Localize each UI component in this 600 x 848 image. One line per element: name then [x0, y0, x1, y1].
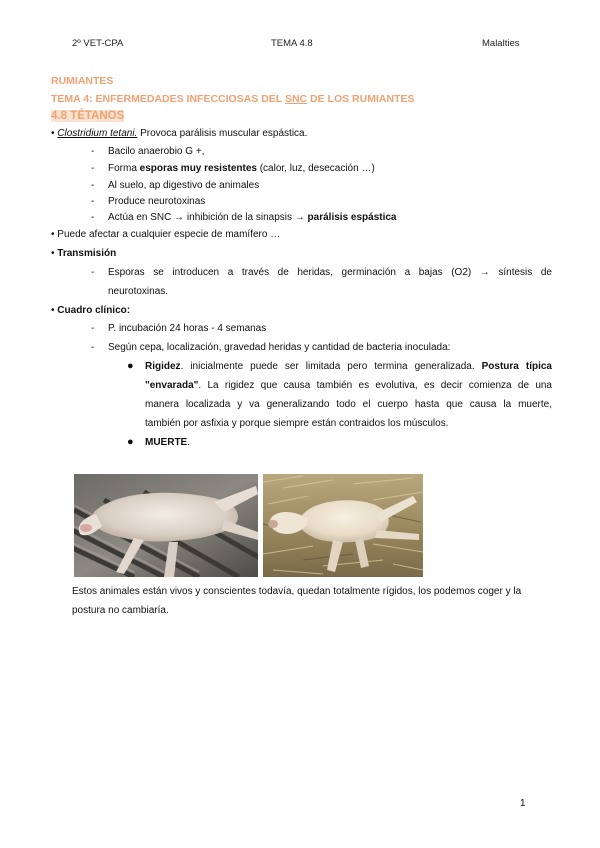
- photo-caption: Estos animales están vivos y conscientes todavía, quedan totalmente rígidos, los podemos coger y la postura no cambiaría.: [72, 586, 522, 616]
- muerte-line: MUERTE.: [145, 437, 191, 448]
- bullet-dot: ●: [127, 360, 134, 372]
- rigidez-line-3: manera localizada y va generalizando todo el cuerpo hasta que causa la muerte,: [145, 399, 552, 410]
- transmission-heading: • Transmisión: [51, 248, 117, 259]
- rigidez-line-2: "envarada". La rigidez que causa también es evolutiva, es decir comienza de una: [145, 380, 552, 391]
- intro-item-5: Actúa en SNC → inhibición de la sinapsis → parálisis espástica: [108, 212, 397, 223]
- header-subject: Malalties: [482, 38, 520, 49]
- intro-item-1: Bacilo anaerobio G +,: [108, 146, 205, 157]
- dash: -: [91, 146, 95, 157]
- dash: -: [91, 180, 95, 191]
- species-line: • Puede afectar a cualquier especie de mamífero …: [51, 229, 281, 240]
- dash: -: [91, 342, 95, 353]
- depends-text: Según cepa, localización, gravedad heridas y cantidad de bacteria inoculada:: [108, 342, 451, 353]
- intro-item-3: Al suelo, ap digestivo de animales: [108, 180, 260, 191]
- dash: -: [91, 196, 95, 207]
- header-course: 2º VET-CPA: [72, 38, 124, 49]
- transmission-text-1: Esporas se introducen a través de heridas, germinación a bajas (O2) → síntesis de: [108, 267, 552, 278]
- agent-name: Clostridium tetani.: [57, 128, 138, 139]
- section-subtitle: 4.8 TÉTANOS: [51, 110, 125, 122]
- section-area: RUMIANTES: [51, 75, 114, 87]
- incubation-text: P. incubación 24 horas - 4 semanas: [108, 323, 267, 334]
- intro-item-2: Forma esporas muy resistentes (calor, luz, desecación …): [108, 163, 375, 174]
- rigidez-line-4: también por asfixia y porque siempre están contraidos los músculos.: [145, 418, 449, 429]
- dash: -: [91, 163, 95, 174]
- clinical-heading: • Cuadro clínico:: [51, 305, 131, 316]
- rigidez-line-1: Rigidez. inicialmente puede ser limitada pero termina generalizada. Postura típica: [145, 361, 552, 372]
- bullet-dot: ●: [127, 436, 134, 448]
- dash: -: [91, 267, 95, 278]
- section-theme: TEMA 4: ENFERMEDADES INFECCIOSAS DEL SNC DE LOS RUMIANTES: [51, 93, 415, 105]
- lamb-photo-grate: [74, 474, 258, 577]
- dash: -: [91, 323, 95, 334]
- header-topic: TEMA 4.8: [271, 38, 313, 49]
- transmission-text-2: neurotoxinas.: [108, 286, 169, 297]
- page-number: 1: [520, 798, 526, 809]
- dash: -: [91, 212, 95, 223]
- intro-line: • Clostridium tetani. Provoca parálisis muscular espástica.: [51, 128, 308, 139]
- calf-photo-straw: [263, 474, 423, 577]
- intro-item-4: Produce neurotoxinas: [108, 196, 206, 207]
